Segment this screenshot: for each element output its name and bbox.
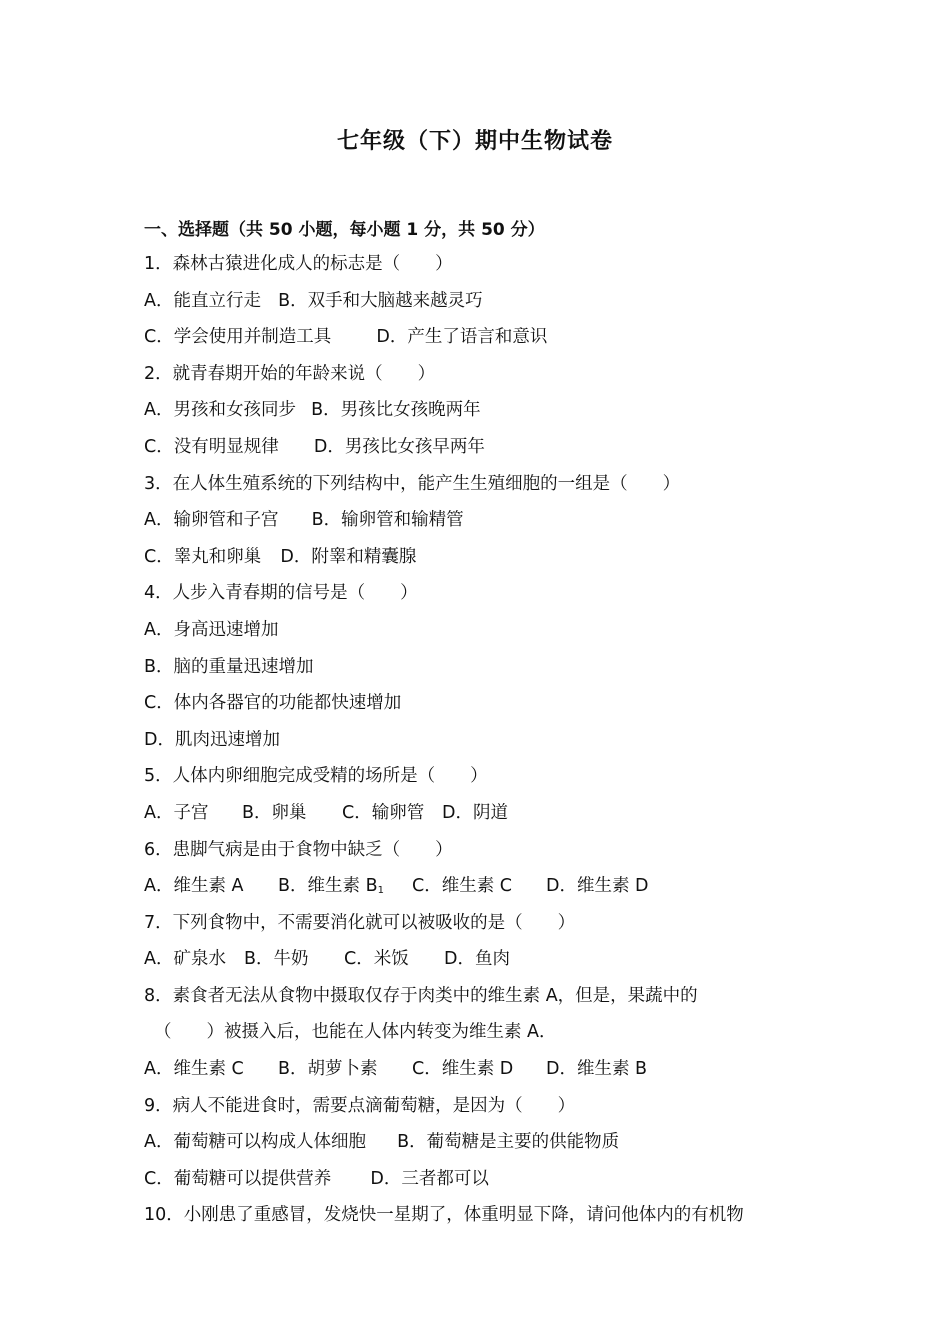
option: D．阴道 (442, 802, 508, 823)
question-text: （ ）被摄入后，也能在人体内转变为维生素 A． (154, 1022, 557, 1043)
option: C．葡萄糖可以提供营养 (144, 1168, 332, 1189)
option: B．胡萝卜素 (278, 1059, 378, 1080)
option-row (144, 654, 814, 691)
question-text: 9．病人不能进食时，需要点滴葡萄糖，是因为（ ） (144, 1095, 576, 1116)
option: D．维生素 D (546, 876, 649, 897)
question-text: 8．素食者无法从食物中摄取仅存于肉类中的维生素 A，但是，果蔬中的 (144, 985, 698, 1006)
option-row (144, 544, 814, 581)
page-title: 七年级（下）期中生物试卷 (336, 129, 613, 154)
option: D．肌肉迅速增加 (144, 729, 280, 750)
option: A．葡萄糖可以构成人体细胞 (144, 1132, 366, 1153)
option: A．维生素 C (144, 1059, 244, 1080)
option: A．子宫 (144, 802, 209, 823)
option: C．没有明显规律 (144, 436, 279, 457)
question-text: 10．小刚患了重感冒，发烧快一星期了，体重明显下降，请问他体内的有机物 (144, 1205, 744, 1226)
option: A．男孩和女孩同步 (144, 400, 296, 421)
option: B．维生素 $B_1$ (278, 876, 384, 897)
option-row (144, 324, 814, 361)
question-text: 5．人体内卵细胞完成受精的场所是（ ） (144, 766, 488, 787)
option: B．卵巢 (242, 802, 307, 823)
option-row (144, 690, 814, 727)
option: D．附睾和精囊腺 (280, 546, 417, 567)
option: C．维生素 D (412, 1059, 514, 1080)
question-text: 1．森林古猿进化成人的标志是（ ） (144, 254, 453, 274)
question-text: 2．就青春期开始的年龄来说（ ） (144, 363, 436, 384)
option: A．维生素 A (144, 876, 244, 897)
option: D．男孩比女孩早两年 (313, 436, 485, 457)
option-row (144, 617, 814, 654)
section-heading: 一、选择题（共 50 小题，每小题 1 分，共 50 分） (144, 220, 545, 240)
option: D．三者都可以 (370, 1168, 489, 1189)
option: B．脑的重量迅速增加 (144, 656, 314, 677)
option: B．葡萄糖是主要的供能物质 (397, 1132, 620, 1153)
option-row (144, 1166, 814, 1203)
option-row (144, 946, 814, 983)
option-row (144, 397, 814, 434)
option: B．牛奶 (244, 949, 309, 970)
option-row (144, 507, 814, 544)
option-row (144, 1129, 814, 1166)
option-row (144, 800, 814, 837)
option: C．学会使用并制造工具 (144, 327, 332, 348)
question-text: 7．下列食物中，不需要消化就可以被吸收的是（ ） (144, 912, 576, 933)
option: D．鱼肉 (444, 949, 510, 970)
option: A．输卵管和子宫 (144, 510, 279, 531)
option: A．能直立行走 (144, 290, 261, 311)
option: C．睾丸和卵巢 (144, 546, 262, 567)
subscript: 1 (377, 885, 384, 897)
option: B．双手和大脑越来越灵巧 (278, 290, 483, 311)
option: D．维生素 B (546, 1059, 648, 1080)
option: C．体内各器官的功能都快速增加 (144, 693, 402, 714)
option: C．米饭 (344, 949, 409, 970)
option: D．产生了语言和意识 (376, 327, 548, 348)
option: C．维生素 C (412, 876, 513, 897)
option: B．输卵管和输精管 (311, 510, 464, 531)
question-text: 3．在人体生殖系统的下列结构中，能产生生殖细胞的一组是（ ） (144, 473, 681, 494)
option: B．男孩比女孩晚两年 (311, 400, 481, 421)
question-text: 4．人步入青春期的信号是（ ） (144, 583, 418, 604)
option-row (144, 288, 814, 325)
option-row (144, 873, 814, 910)
option-row (144, 727, 814, 764)
option: A．身高迅速增加 (144, 619, 279, 640)
question-list (144, 251, 814, 1239)
option-row (144, 434, 814, 471)
option: A．矿泉水 (144, 949, 226, 970)
question-text: 6．患脚气病是由于食物中缺乏（ ） (144, 839, 453, 860)
option: C．输卵管 (342, 802, 425, 823)
option-row (144, 1056, 814, 1093)
